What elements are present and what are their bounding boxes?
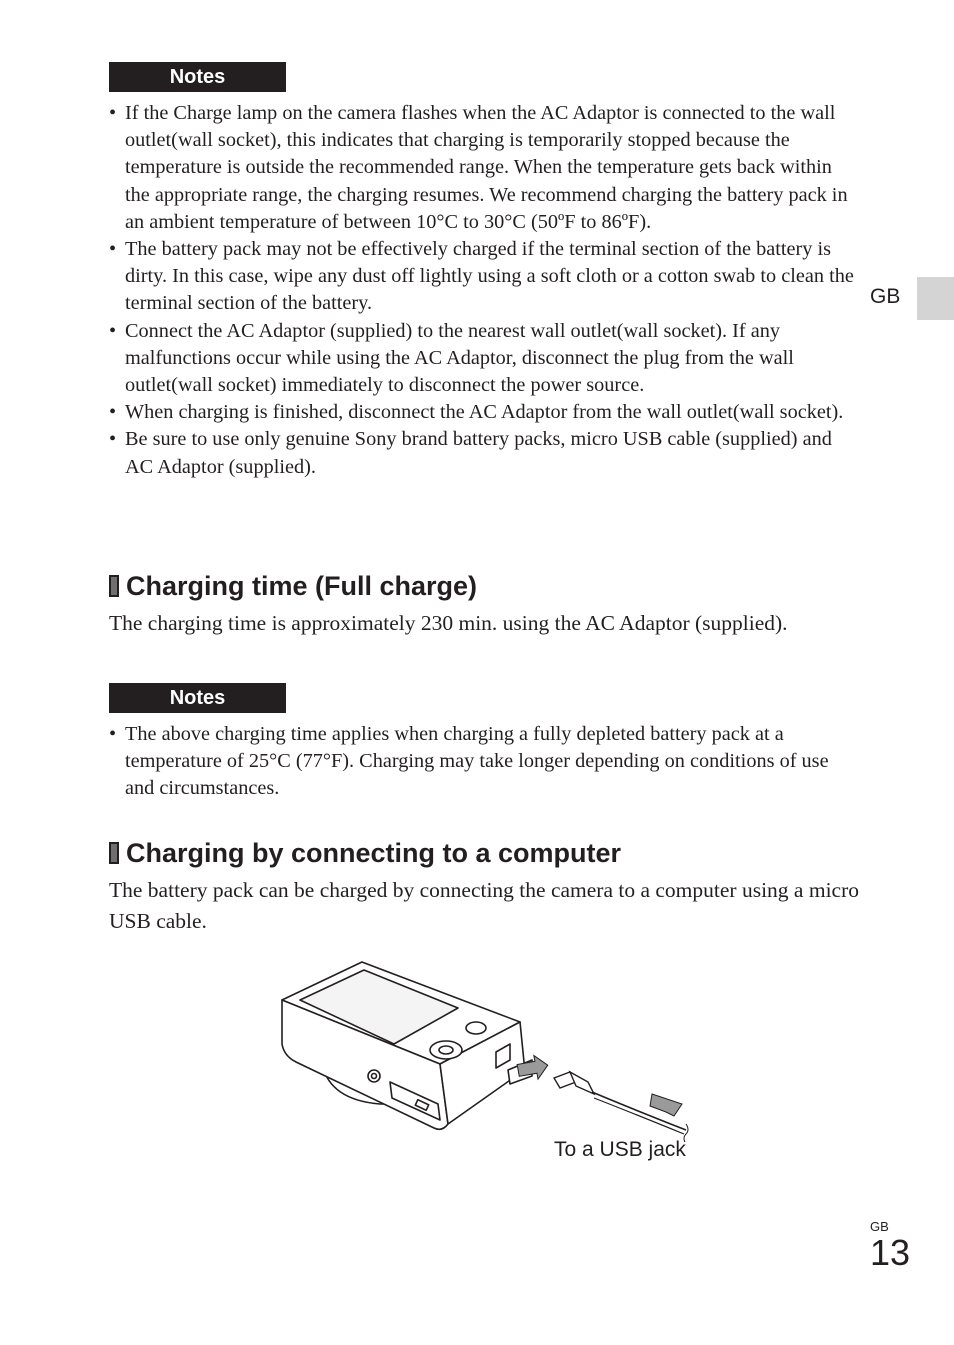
bullet: • bbox=[109, 401, 117, 424]
charging-time-body: The charging time is approximately 230 min. using the AC Adaptor (supplied). bbox=[109, 611, 788, 635]
heading-marker-icon bbox=[109, 842, 119, 864]
note-text: Be sure to use only genuine Sony brand battery packs, micro USB cable (supplied) and AC Adaptor (supplied). bbox=[125, 428, 832, 478]
charging-time-heading bbox=[109, 569, 477, 603]
list-item bbox=[109, 100, 861, 236]
usb-plug bbox=[554, 1072, 594, 1094]
heading-marker-icon bbox=[109, 575, 119, 597]
list-item bbox=[109, 426, 861, 480]
note-text: If the Charge lamp on the camera flashes when the AC Adaptor is connected to the wall outlet(wall socket), this indicates that charging is temporarily stopped because the temperature is outside the recommended range. When the temperature gets back within the appropriate range, the charging resumes. We recommend charging the battery pack in an ambient temperature of between 10°C to 30°C (50ºF to 86ºF). bbox=[125, 102, 848, 233]
page-number: 13 bbox=[870, 1232, 911, 1273]
bullet: • bbox=[109, 723, 117, 745]
computer-charging-heading bbox=[109, 836, 621, 870]
note-text: When charging is finished, disconnect the AC Adaptor from the wall outlet(wall socket). bbox=[125, 401, 844, 424]
notes-list bbox=[109, 100, 861, 481]
illustration-caption: To a USB jack bbox=[554, 1138, 686, 1161]
bullet: • bbox=[109, 238, 117, 261]
list-item bbox=[109, 236, 861, 318]
camera-usb-illustration bbox=[270, 952, 700, 1142]
computer-charging-body: The battery pack can be charged by connecting the camera to a computer using a micro USB cable. bbox=[109, 878, 859, 933]
section-tab bbox=[917, 277, 954, 320]
list-item bbox=[109, 399, 861, 426]
page-language: GB bbox=[870, 1219, 889, 1234]
direction-arrow-icon bbox=[650, 1094, 682, 1116]
bullet: • bbox=[109, 319, 117, 342]
note-text: Connect the AC Adaptor (supplied) to the nearest wall outlet(wall socket). If any malfunctions occur while using the AC Adaptor, disconnect the plug from the wall outlet(wall socket) immediately to disconnect the power source. bbox=[125, 319, 794, 397]
side-tab-label: GB bbox=[870, 285, 901, 308]
notes-list bbox=[109, 721, 861, 803]
heading-text: Charging by connecting to a computer bbox=[126, 838, 622, 868]
note-text: The above charging time applies when charging a fully depleted battery pack at a temperature of 25°C (77°F). Charging may take longer depending on conditions of use and circumstances. bbox=[125, 723, 829, 800]
bullet: • bbox=[109, 102, 117, 124]
heading-text: Charging time (Full charge) bbox=[126, 571, 478, 601]
list-item bbox=[109, 318, 861, 400]
list-item bbox=[109, 721, 861, 803]
note-text: The battery pack may not be effectively charged if the terminal section of the battery is dirty. In this case, wipe any dust off lightly using a soft cloth or a cotton swab to clean the terminal section of the battery. bbox=[125, 238, 854, 315]
bullet: • bbox=[109, 428, 117, 451]
notes-label: Notes bbox=[109, 683, 286, 713]
notes-label: Notes bbox=[109, 62, 286, 92]
